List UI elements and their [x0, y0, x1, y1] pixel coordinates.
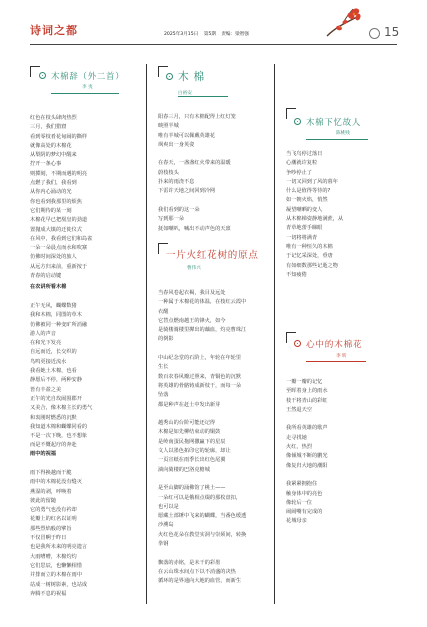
poem-line: 游人的声音 [30, 330, 56, 337]
poem-line: 在云山珠水间点下以不消盛的决热 [158, 568, 236, 575]
column-divider [146, 64, 147, 604]
poem-line: 从木棉梯姿静地满蔗，从 [286, 216, 344, 223]
poem-line: 点燃了我们，我看到 [30, 180, 77, 187]
poem-line: 在风中，我看到它们和岛雀 [30, 235, 93, 242]
poem-line: 生长 [158, 364, 169, 371]
corner-bracket [286, 108, 296, 109]
poem-line: 争吵停止了 [286, 169, 312, 176]
poem-line: 而是不慨起疗的奔赴 [30, 442, 77, 449]
poem-line: 也可以是 [158, 503, 179, 510]
poem-line: 数百农春风瓣过照来，青铜色的沉默 [158, 373, 242, 380]
poem-line: 它替点燃南越王的锋火，如今 [158, 317, 226, 324]
poem-subtitle: 在农讲所看木棉 [30, 284, 67, 290]
corner-bracket [286, 332, 296, 333]
poem-line: 映照半城 [158, 123, 179, 130]
poem-line: 凝望嘲晒的变人 [286, 206, 323, 213]
poem-line: 中山纪念堂的石阶上，年轮在年轮里 [158, 355, 242, 362]
corner-bracket [30, 66, 40, 67]
poem-section [30, 283, 66, 292]
poem-line: 心潮就许复粒 [286, 160, 318, 167]
poem-line: 则掷刻，不期而遇的明亮 [30, 170, 88, 177]
poem-line: 抚如嘲叭，喊出不动声色的天禀 [158, 225, 231, 232]
poem-line: 那些烈焰般的擘旨 [30, 525, 72, 532]
poem-line: 一切将将满青 [286, 234, 318, 241]
poem-line [158, 410, 246, 419]
poem-line: 写到那一朵 [158, 216, 184, 223]
poem-line: 雨中的木棉花没有缝灭 [30, 479, 82, 486]
poem-line: 鸟鸣更接近流水 [30, 358, 67, 365]
poem-author: 曹伟兴 [187, 266, 201, 271]
poem-line: 从远方归来前，重新按于 [30, 263, 88, 270]
poem-line: 青草地蕾手睇眼 [286, 225, 323, 232]
poem-line: 拧开一条心事 [30, 161, 62, 168]
poem-body [30, 114, 92, 281]
title-underline [178, 96, 228, 97]
poem-title-icon [294, 340, 301, 347]
poem-line: 燕湿的剥，呼唤着 [30, 488, 72, 495]
poem-line: 不知疲倦 [286, 271, 307, 278]
poem-line [286, 471, 328, 480]
poem-line: 将英雄的骨骼铸成新枝干，而每一朵 [158, 382, 242, 389]
poem-author: 李 昕 [336, 354, 347, 359]
poem-line: 站成一树树影素，也站成 [30, 581, 88, 588]
poem-line: 至晖着身上的雨水 [286, 388, 328, 395]
poem-line: 闹闹嘴有完成的 [286, 509, 323, 516]
title-underline [51, 93, 119, 94]
poem-line: 坠落 [158, 392, 169, 399]
poem-author: 李 夷 [82, 85, 93, 90]
poem-line: 走寻找她 [286, 434, 307, 441]
poem-line: 我和木棉，同图的草木 [30, 312, 82, 319]
poem-line: 不仅冒啊于昨日 [30, 535, 67, 542]
poem-body [158, 113, 236, 234]
poem-line: 仿佛时间深处的旅人 [30, 254, 77, 261]
title-underline [306, 139, 368, 140]
poem-line: 它们期待的某一刻 [30, 207, 72, 214]
poem-line: 是岭南蛋民拖网撒赢下的星辰 [158, 438, 226, 445]
poem-line: 火红，热烈 [286, 444, 312, 451]
poem-line [286, 415, 328, 424]
poem-line: 飘落的赤铭，是未干的彩墨 [158, 559, 221, 566]
poem-line: 的倒影 [158, 336, 174, 343]
poem-title-icon [166, 73, 173, 80]
poem-line: 并排而立的木棉在雨中 [30, 572, 82, 579]
poem-line: 枝干将青山的彩虹 [286, 397, 328, 404]
poem-line: 在和光下发亮 [30, 340, 62, 347]
poem-line: 三月，我们猎窟 [30, 124, 67, 131]
poem-line: 火红色花朵在教堂实洞与崇须间，转换 [158, 531, 247, 538]
poem-line: 我紧紧拥抱住 [286, 481, 318, 488]
poem-line: 是至山脚的涌佛馆了桃土—— [158, 485, 226, 492]
poem-line: 它的勇气也没有衿却 [30, 507, 77, 514]
poem-body [30, 469, 87, 599]
poem-line: 自远而近，长交织的 [30, 349, 77, 356]
poem-body [286, 378, 328, 527]
poem-line: 大雨嘈嘈，木棉灼灼 [30, 553, 77, 560]
poem-line: 沙溯岛 [158, 522, 174, 529]
poem-line: 蔚枝枝头 [158, 169, 179, 176]
poem-line: 扑来的雨浇不息 [158, 179, 195, 186]
poem-line: 我看她土木棉，也看 [30, 368, 77, 375]
corner-bracket [158, 66, 168, 67]
poem-line: 花城母亲 [286, 518, 307, 525]
poem-line: 一瓣一瓣的记忆 [286, 379, 323, 385]
poem-line: 一朵红可以是俄相点缀的那枚盘扣， [158, 494, 242, 501]
poem-line: 从梨阴的梦幻中醒来 [30, 152, 77, 159]
poem-line: 王然退天空 [286, 406, 312, 413]
poem-author: 陈桃贱 [336, 131, 350, 136]
poem-line [158, 197, 236, 206]
poem-line: 像倾城不断的鹏光 [286, 453, 328, 460]
poem-line: 像复归大地的潮阳 [286, 462, 328, 469]
poem-line: 就像高处的木棉花 [30, 142, 72, 149]
poem-line: 也是我所未来的明亮遗言 [30, 544, 88, 551]
poem-subtitle: 雨中的祝福 [30, 451, 56, 457]
poem-line: 彼此的留随 [30, 497, 56, 504]
kapok-flower-icon [325, 6, 363, 40]
poem-line: 又美合，像木棉主长的勇气 [30, 405, 93, 412]
poem-line: 像轮后一位 [286, 499, 312, 506]
poem-line: 和衷刚时燃悉的沉默 [30, 414, 77, 421]
poem-line: 愿藏土部锤中飞来的蝴蝶，当番色缓透 [158, 513, 247, 520]
poem-line: 在春天，一盏盏红火带来的温暖 [158, 160, 231, 167]
poem-line: 红色在枝头肆肉热烈 [30, 115, 77, 121]
poem-line: 奔腾不息的祝福 [30, 590, 67, 597]
poem-line: 触身体中的亮色 [286, 490, 323, 497]
poem-line: 仿佛被同一种变旷所消融 [30, 321, 88, 328]
poem-line: 木棉是如先柳结束动的铜鼓 [158, 429, 221, 436]
poem-line: 不是一次下晚，也不想象 [30, 433, 88, 440]
poem-line: 循环的是界通向大地的血管，而新生 [158, 578, 242, 585]
issue-info [164, 31, 253, 37]
poem-line: 一页宣纸在雨季长出红色尾翼 [158, 457, 226, 464]
poem-line: 文人以墨色拓印它的轮廓，却让 [158, 448, 231, 455]
page-number-ring-icon [369, 28, 380, 39]
poem-line: 一种属于木棉花的体温，在枝红云霞中 [158, 299, 247, 306]
poem-line: 当春风卷起衣褐，我目及远处 [158, 290, 226, 296]
poem-line: 都是种声在赶土中发出新芽 [158, 401, 221, 408]
poem-line: 你也看到我那里的烦焦 [30, 198, 82, 205]
poem-line: 淌向骑楼的巴洛克檐城 [158, 466, 210, 473]
poem-line: 我知道木棉和蝴蝶同看的 [30, 423, 88, 430]
poem-body [30, 302, 92, 451]
page-header [0, 0, 427, 46]
poem-line: 它们思辰，也懒懒相惜 [30, 562, 82, 569]
page-number: 15 [384, 25, 400, 39]
poem-line: 花瓣上的红名以证明 [30, 516, 77, 523]
poem-author: 白裕安 [178, 91, 192, 96]
column-divider [274, 64, 275, 604]
issue-date: 2025年3月15日 [164, 32, 199, 37]
poem-line: 置抛成大镇的迁徙仪式 [30, 226, 82, 233]
poem-line: 我们看到的这一朵 [158, 206, 200, 213]
issue-editor: 责编：梁智强 [221, 32, 249, 37]
poem-line [158, 549, 246, 558]
poem-line [158, 150, 236, 159]
poem-line [158, 475, 246, 484]
masthead: 诗词之都 [30, 24, 78, 37]
poem-body [286, 150, 343, 280]
poem-line: 有如细数那些记逝之物 [286, 262, 338, 269]
poem-line: 正午的光自玫闹围郡开 [30, 395, 82, 402]
poem-line: 一朵一朵晨点而水和吹寨 [30, 245, 88, 252]
poem-body [158, 289, 246, 587]
poem-line: 青春的启动键 [30, 273, 62, 280]
poem-line: 下雷许天地之间回到冷网 [158, 188, 216, 195]
poem-line: 我所看英雄的歌声 [286, 425, 328, 432]
poem-line: 一切又回到了风的暮年 [286, 178, 338, 185]
poem-line: 唯有一种恒久的木棉 [286, 243, 333, 250]
poem-line: 越秀山的台阶可能还记得 [158, 420, 216, 427]
poem-line: 是骑楼骑楼里撵出的藕血，灼亮曹珠江 [158, 327, 247, 334]
issue-number: 第5期 [203, 32, 216, 37]
poem-title-icon [294, 118, 301, 125]
poem-title: 心中的木棉花 [306, 340, 363, 350]
poem-line: 阳春三月，只有木棉配得上红灯笼 [158, 114, 236, 120]
poem-line: 静愿后不停，两种安静 [30, 377, 82, 384]
poem-title: 一片火红花树的原点 [166, 250, 259, 261]
poem-title-icon [39, 72, 46, 79]
poem-title: 木棉下忆故人 [306, 117, 362, 127]
poem-line: 唯有羊城可以佩戴英雄花 [158, 132, 216, 139]
poem-title: 木 棉 [178, 71, 205, 83]
header-divider [30, 44, 397, 45]
poem-section [30, 450, 56, 459]
poem-line: 正午无风，蝴蝶数猪 [30, 303, 77, 309]
poem-line: 如一朝火焰，悄然 [286, 197, 328, 204]
poem-line: 衣醒 [158, 308, 169, 315]
title-underline [306, 361, 366, 362]
poem-line: 从你内心涌动的光 [30, 189, 72, 196]
poem-line: 看到零枝肴花甸闹的撕样 [30, 133, 88, 140]
poem-line: 木棉花早已把凰皇的劲道 [30, 217, 88, 224]
poem-line: 于记忆采深处，垂唐 [286, 253, 333, 260]
poem-line: 飒爽出一身英姿 [158, 141, 195, 148]
corner-bracket [158, 243, 168, 244]
poem-line: 当飞鸟停过落日 [286, 151, 323, 157]
poem-line [158, 345, 246, 354]
poem-line: 雨下得换越而干脆 [30, 470, 72, 476]
poem-line: 拳钢 [158, 541, 169, 548]
poem-line: 什么是值得等待的? [286, 188, 331, 195]
poem-title: 木棉辞（外二首） [51, 71, 125, 81]
poem-line: 皆有丰盈之美 [30, 386, 62, 393]
